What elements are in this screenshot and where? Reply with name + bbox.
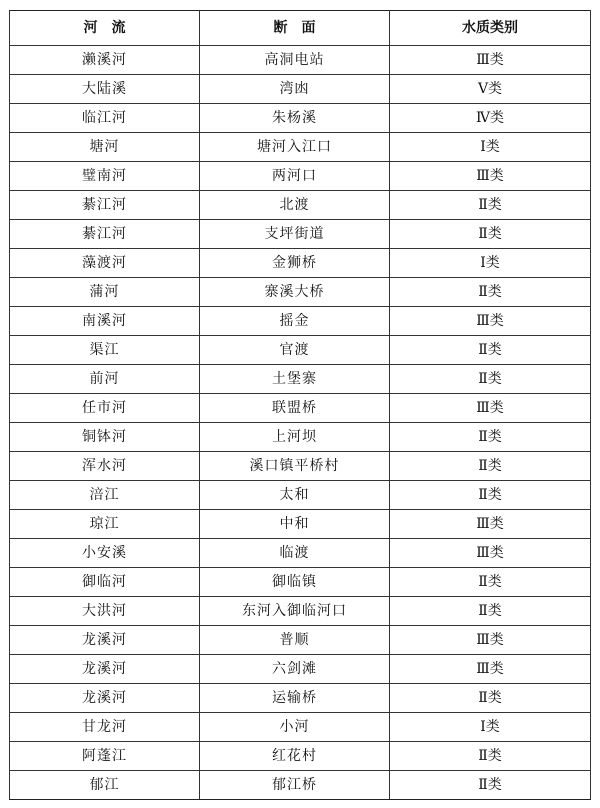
cell-quality-class: Ⅲ类 — [390, 162, 591, 191]
table-header — [10, 11, 591, 46]
cell-river: 临江河 — [10, 104, 200, 133]
cell-section: 金狮桥 — [200, 249, 390, 278]
cell-quality-class: Ⅴ类 — [390, 75, 591, 104]
table-row — [10, 365, 591, 394]
table-row — [10, 539, 591, 568]
cell-river: 任市河 — [10, 394, 200, 423]
cell-quality-class: Ⅲ类 — [390, 394, 591, 423]
table-row — [10, 307, 591, 336]
cell-section: 六剑滩 — [200, 655, 390, 684]
cell-section: 普顺 — [200, 626, 390, 655]
table-row — [10, 481, 591, 510]
cell-quality-class: Ⅲ类 — [390, 510, 591, 539]
header-river: 河 流 — [10, 11, 200, 46]
cell-river: 浑水河 — [10, 452, 200, 481]
table-row — [10, 249, 591, 278]
cell-quality-class: Ⅱ类 — [390, 452, 591, 481]
cell-quality-class: Ⅲ类 — [390, 626, 591, 655]
cell-river: 塘河 — [10, 133, 200, 162]
table-row — [10, 133, 591, 162]
table-row — [10, 220, 591, 249]
cell-quality-class: Ⅲ类 — [390, 307, 591, 336]
cell-river: 涪江 — [10, 481, 200, 510]
cell-section: 朱杨溪 — [200, 104, 390, 133]
cell-section: 两河口 — [200, 162, 390, 191]
cell-quality-class: Ⅰ类 — [390, 133, 591, 162]
cell-section: 官渡 — [200, 336, 390, 365]
table-row — [10, 452, 591, 481]
cell-quality-class: Ⅰ类 — [390, 713, 591, 742]
cell-river: 綦江河 — [10, 191, 200, 220]
table-row — [10, 46, 591, 75]
cell-river: 南溪河 — [10, 307, 200, 336]
cell-section: 高洞电站 — [200, 46, 390, 75]
table-row — [10, 771, 591, 800]
cell-quality-class: Ⅱ类 — [390, 278, 591, 307]
cell-section: 东河入御临河口 — [200, 597, 390, 626]
cell-river: 甘龙河 — [10, 713, 200, 742]
cell-section: 联盟桥 — [200, 394, 390, 423]
cell-river: 龙溪河 — [10, 626, 200, 655]
table-row — [10, 713, 591, 742]
cell-quality-class: Ⅰ类 — [390, 249, 591, 278]
cell-quality-class: Ⅱ类 — [390, 742, 591, 771]
cell-quality-class: Ⅱ类 — [390, 771, 591, 800]
cell-quality-class: Ⅲ类 — [390, 539, 591, 568]
cell-river: 前河 — [10, 365, 200, 394]
cell-section: 郁江桥 — [200, 771, 390, 800]
cell-quality-class: Ⅱ类 — [390, 481, 591, 510]
cell-quality-class: Ⅱ类 — [390, 684, 591, 713]
cell-river: 小安溪 — [10, 539, 200, 568]
cell-river: 大洪河 — [10, 597, 200, 626]
cell-section: 运输桥 — [200, 684, 390, 713]
cell-section: 塘河入江口 — [200, 133, 390, 162]
cell-section: 北渡 — [200, 191, 390, 220]
table-row — [10, 626, 591, 655]
cell-section: 摇金 — [200, 307, 390, 336]
cell-section: 小河 — [200, 713, 390, 742]
table-row — [10, 510, 591, 539]
cell-river: 渠江 — [10, 336, 200, 365]
cell-river: 阿蓬江 — [10, 742, 200, 771]
cell-river: 御临河 — [10, 568, 200, 597]
table-row — [10, 684, 591, 713]
cell-section: 湾凼 — [200, 75, 390, 104]
table-body — [10, 46, 591, 800]
cell-section: 支坪街道 — [200, 220, 390, 249]
cell-quality-class: Ⅳ类 — [390, 104, 591, 133]
cell-section: 溪口镇平桥村 — [200, 452, 390, 481]
cell-river: 铜钵河 — [10, 423, 200, 452]
cell-section: 御临镇 — [200, 568, 390, 597]
table-row — [10, 568, 591, 597]
cell-quality-class: Ⅱ类 — [390, 423, 591, 452]
cell-section: 寨溪大桥 — [200, 278, 390, 307]
cell-section: 太和 — [200, 481, 390, 510]
table-row — [10, 423, 591, 452]
header-quality-class: 水质类别 — [390, 11, 591, 46]
cell-river: 龙溪河 — [10, 655, 200, 684]
table-row — [10, 655, 591, 684]
cell-quality-class: Ⅱ类 — [390, 191, 591, 220]
cell-quality-class: Ⅱ类 — [390, 220, 591, 249]
table-row — [10, 278, 591, 307]
cell-section: 临渡 — [200, 539, 390, 568]
cell-river: 龙溪河 — [10, 684, 200, 713]
table-row — [10, 742, 591, 771]
table-row — [10, 191, 591, 220]
cell-section: 土堡寨 — [200, 365, 390, 394]
table-row — [10, 336, 591, 365]
cell-river: 蒲河 — [10, 278, 200, 307]
cell-quality-class: Ⅱ类 — [390, 568, 591, 597]
cell-river: 大陆溪 — [10, 75, 200, 104]
table-row — [10, 394, 591, 423]
table-row — [10, 597, 591, 626]
cell-river: 璧南河 — [10, 162, 200, 191]
table-row — [10, 104, 591, 133]
cell-river: 濑溪河 — [10, 46, 200, 75]
cell-section: 中和 — [200, 510, 390, 539]
table-row — [10, 162, 591, 191]
cell-quality-class: Ⅱ类 — [390, 365, 591, 394]
cell-quality-class: Ⅱ类 — [390, 336, 591, 365]
cell-river: 綦江河 — [10, 220, 200, 249]
cell-river: 琼江 — [10, 510, 200, 539]
cell-quality-class: Ⅱ类 — [390, 597, 591, 626]
table-row — [10, 75, 591, 104]
water-quality-table — [9, 10, 591, 800]
cell-quality-class: Ⅲ类 — [390, 655, 591, 684]
cell-river: 郁江 — [10, 771, 200, 800]
header-row — [10, 11, 591, 46]
cell-section: 上河坝 — [200, 423, 390, 452]
cell-section: 红花村 — [200, 742, 390, 771]
cell-quality-class: Ⅲ类 — [390, 46, 591, 75]
header-section: 断 面 — [200, 11, 390, 46]
cell-river: 藻渡河 — [10, 249, 200, 278]
